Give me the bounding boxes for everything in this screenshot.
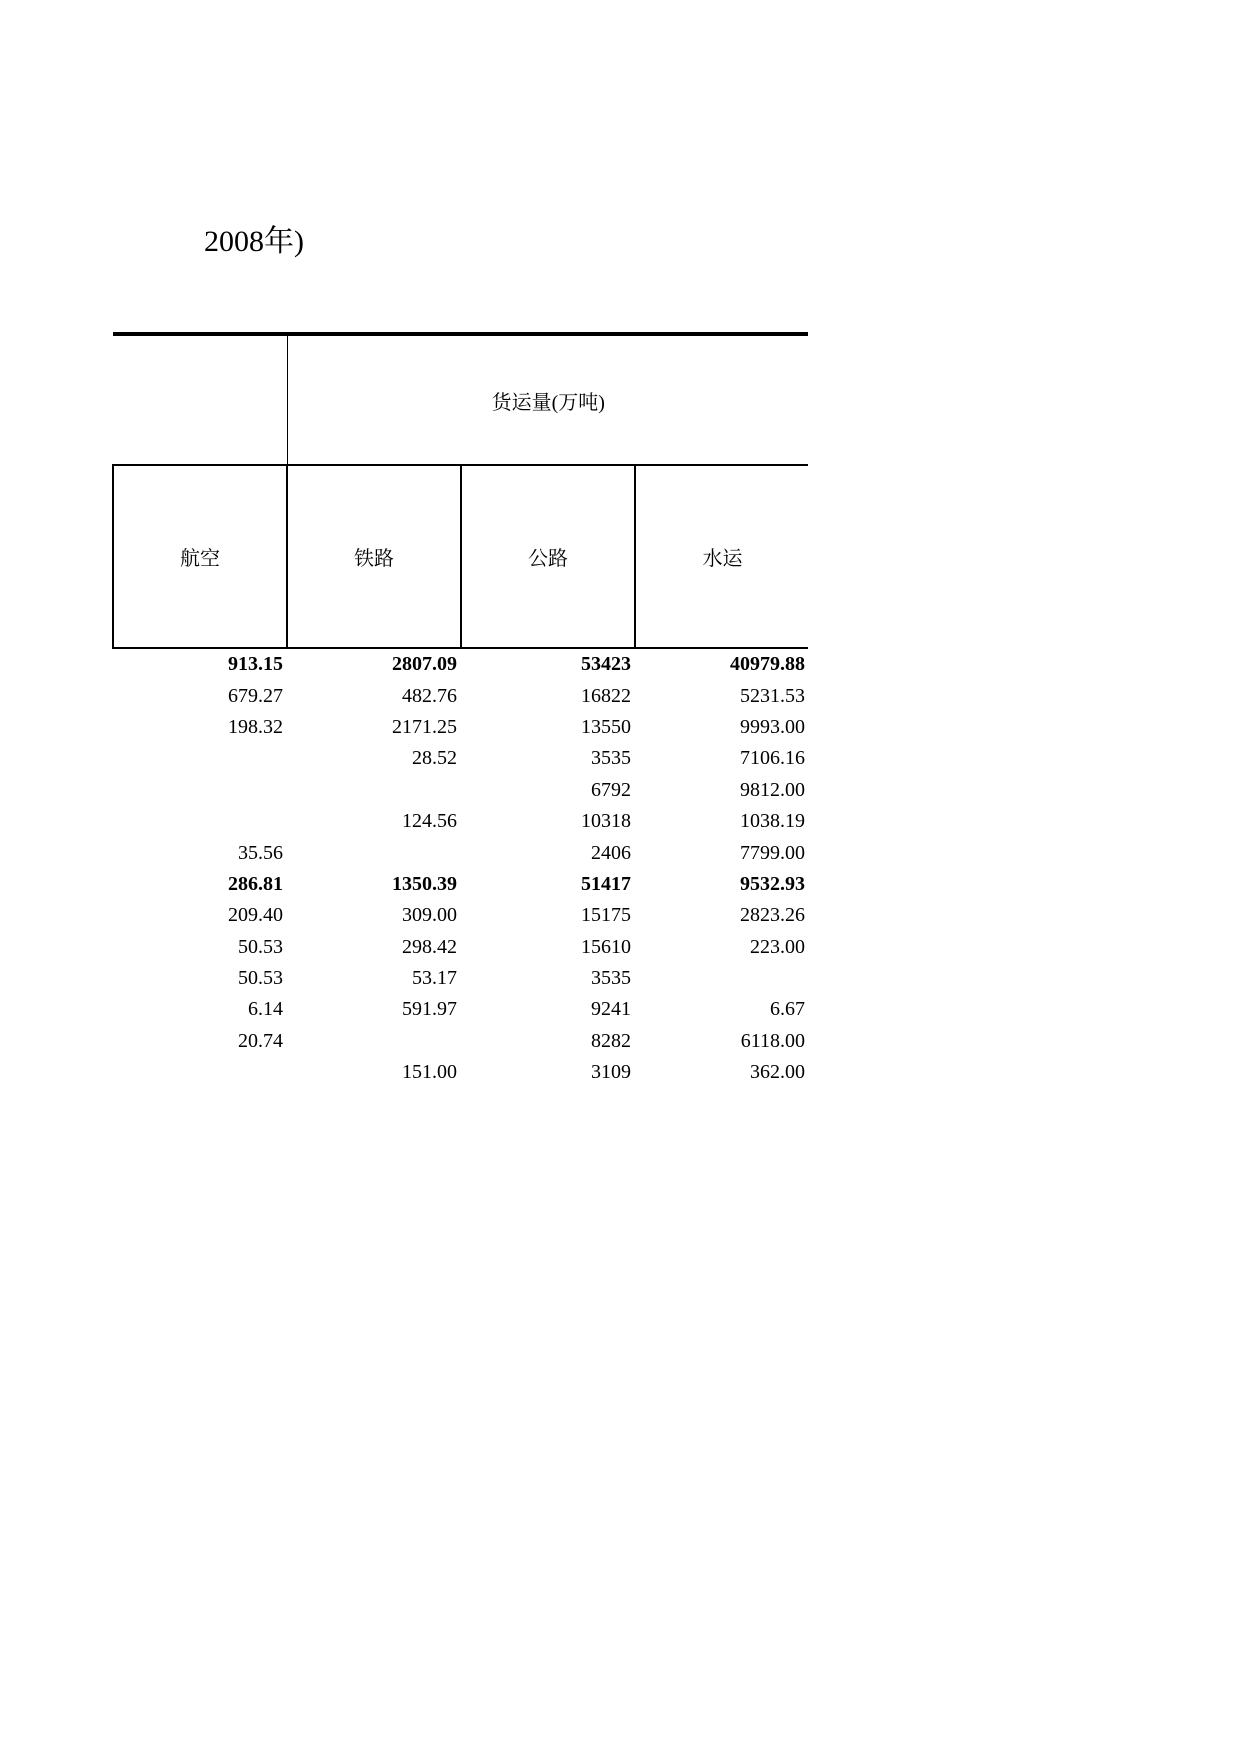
table-cell-railway: 309.00	[402, 904, 457, 927]
table-cell-highway: 16822	[581, 684, 631, 707]
table-cell-waterway: 9812.00	[740, 778, 806, 801]
table-cell-air: 35.56	[238, 841, 283, 864]
table-cell-waterway: 7799.00	[740, 841, 806, 864]
table-row	[113, 994, 808, 1025]
table-row	[113, 1026, 808, 1057]
table-cell-air	[113, 775, 287, 806]
table-cell-waterway: 5231.53	[740, 684, 806, 707]
table-cell-highway: 3109	[461, 1057, 635, 1088]
table-cell-highway: 3535	[591, 967, 631, 990]
table-cell-air: 50.53	[238, 935, 283, 958]
table-cell-waterway: 40979.88	[730, 653, 806, 676]
table-group-header-row	[113, 334, 808, 465]
table-cell-railway: 1350.39	[392, 872, 457, 895]
table-cell-waterway: 6118.00	[740, 1029, 806, 1052]
freight-table-container	[112, 332, 808, 1088]
table-cell-highway: 3535	[591, 747, 631, 770]
table-cell-waterway: 9532.93	[740, 872, 806, 895]
table-row	[113, 743, 808, 774]
table-cell-waterway	[635, 963, 808, 994]
table-row	[113, 648, 808, 680]
table-cell-air: 20.74	[238, 1029, 283, 1052]
table-cell-highway: 51417	[581, 872, 631, 895]
table-body	[113, 648, 808, 1088]
table-cell-railway: 53.17	[412, 967, 457, 990]
table-cell-highway: 13550	[581, 715, 631, 738]
table-cell-highway: 53423	[581, 653, 631, 676]
table-cell-air: 6.14	[248, 998, 283, 1021]
table-cell-air: 209.40	[228, 904, 283, 927]
column-header-air: 航空	[113, 465, 287, 648]
table-cell-waterway: 7106.16	[740, 747, 806, 770]
table-cell-railway	[287, 837, 461, 868]
column-header-railway: 铁路	[287, 465, 461, 648]
table-cell-railway: 124.56	[402, 810, 457, 833]
table-row	[113, 932, 808, 963]
table-cell-railway: 151.00	[287, 1057, 461, 1088]
column-header-waterway: 水运	[635, 465, 808, 648]
page-title-text: 2008年)	[204, 225, 304, 258]
table-cell-waterway: 9993.00	[740, 715, 806, 738]
table-cell-highway: 9241	[591, 998, 631, 1021]
table-row	[113, 900, 808, 931]
table-cell-railway: 298.42	[402, 935, 457, 958]
table-cell-air	[113, 1057, 287, 1088]
table-cell-highway: 15175	[581, 904, 631, 927]
table-cell-highway: 2406	[591, 841, 631, 864]
table-row	[113, 837, 808, 868]
table-cell-air: 913.15	[228, 653, 283, 676]
table-cell-air	[113, 743, 287, 774]
table-cell-railway	[287, 775, 461, 806]
page-title	[104, 222, 304, 262]
table-cell-air	[113, 806, 287, 837]
freight-volume-table	[112, 332, 808, 1088]
column-header-highway: 公路	[461, 465, 635, 648]
table-row	[113, 963, 808, 994]
table-row	[113, 712, 808, 743]
table-row	[113, 869, 808, 900]
table-row	[113, 680, 808, 711]
table-cell-air: 50.53	[238, 967, 283, 990]
table-cell-highway: 15610	[581, 935, 631, 958]
table-row	[113, 1057, 808, 1088]
freight-volume-group-header: 货运量(万吨)	[287, 334, 808, 465]
table-column-header-row	[113, 465, 808, 648]
table-cell-railway: 2807.09	[392, 653, 457, 676]
header-blank-cell	[113, 334, 287, 465]
table-cell-railway: 591.97	[402, 998, 457, 1021]
table-row	[113, 775, 808, 806]
table-cell-waterway: 223.00	[750, 935, 806, 958]
table-cell-highway: 6792	[591, 778, 631, 801]
table-cell-air: 198.32	[228, 715, 283, 738]
table-cell-waterway: 6.67	[770, 998, 806, 1021]
table-cell-highway: 8282	[591, 1029, 631, 1052]
table-row	[113, 806, 808, 837]
table-cell-waterway: 362.00	[635, 1057, 808, 1088]
table-cell-railway: 28.52	[412, 747, 457, 770]
table-cell-waterway: 2823.26	[740, 904, 806, 927]
table-cell-air: 679.27	[228, 684, 283, 707]
table-cell-highway: 10318	[581, 810, 631, 833]
table-cell-railway	[287, 1026, 461, 1057]
table-cell-waterway: 1038.19	[740, 810, 806, 833]
table-cell-railway: 482.76	[402, 684, 457, 707]
table-cell-air: 286.81	[228, 872, 283, 895]
table-cell-railway: 2171.25	[392, 715, 457, 738]
